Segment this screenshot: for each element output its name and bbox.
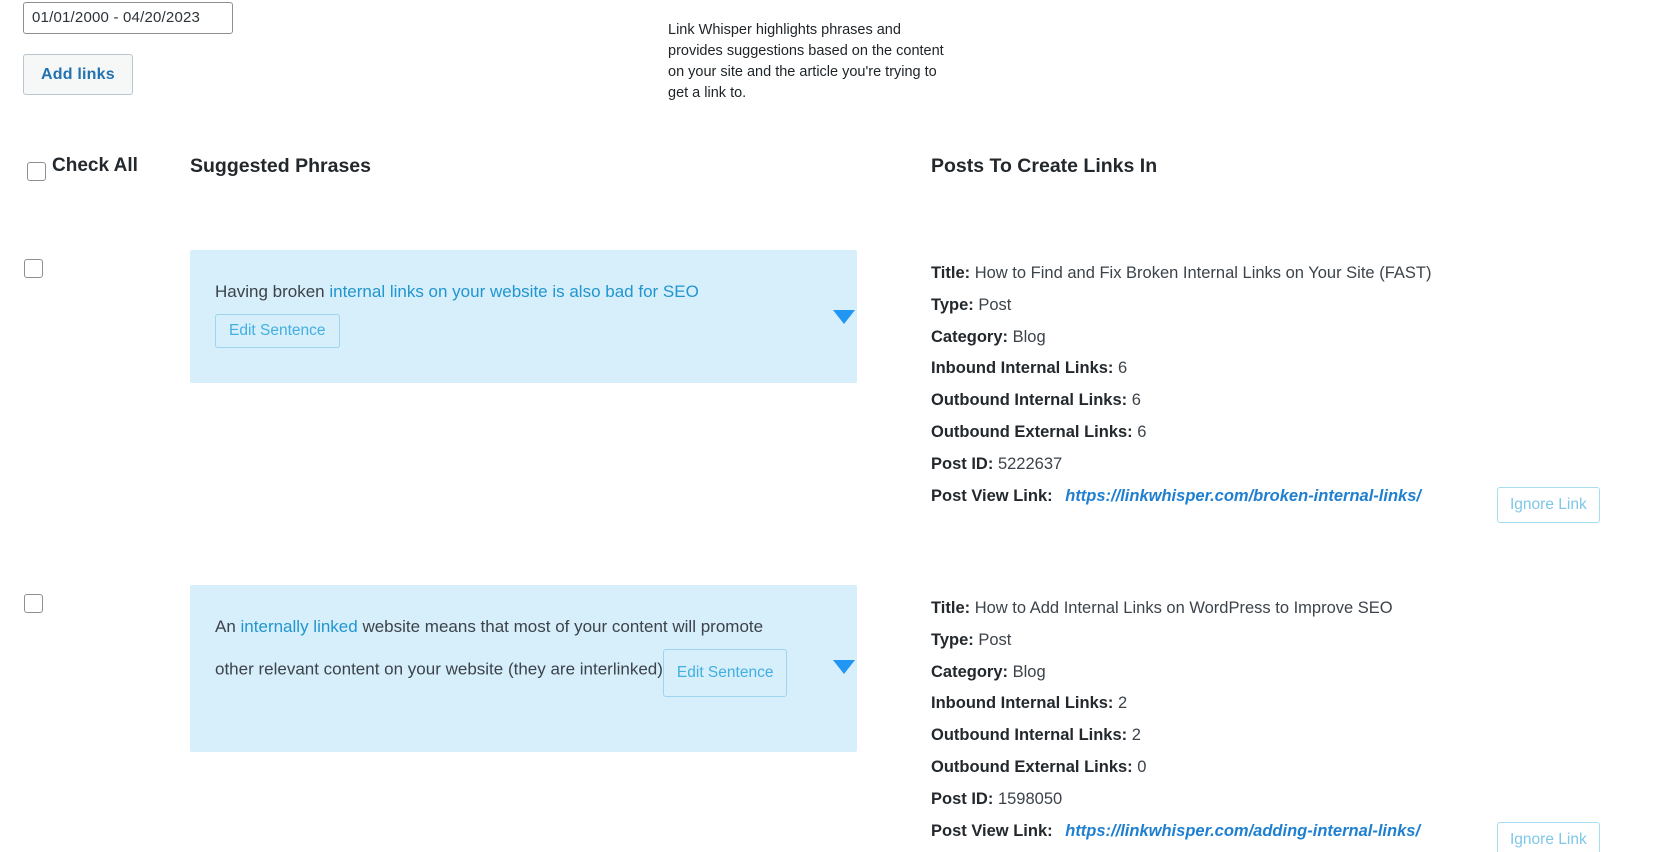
outbound-external-links-value: 6 xyxy=(1137,422,1147,441)
outbound-internal-links-line xyxy=(931,720,1631,752)
chevron-down-icon[interactable] xyxy=(833,310,855,324)
post-view-link-value[interactable]: https://linkwhisper.com/adding-internal-links/ xyxy=(1065,821,1421,840)
edit-sentence-button[interactable]: Edit Sentence xyxy=(215,314,340,348)
ignore-link-button[interactable]: Ignore Link xyxy=(1497,822,1600,852)
label-outbound-internal: Outbound Internal Links: xyxy=(931,726,1128,745)
post-details xyxy=(931,258,1631,512)
outbound-external-links-line xyxy=(931,417,1631,449)
phrase-suffix: website means that most of your content will promote other relevant content on your website (they are interlinked) xyxy=(215,617,764,679)
inbound-links-line xyxy=(931,688,1631,720)
column-header-suggested-phrases: Suggested Phrases xyxy=(190,155,371,177)
post-category-value: Blog xyxy=(1012,327,1046,346)
label-inbound: Inbound Internal Links: xyxy=(931,359,1114,378)
label-outbound-internal: Outbound Internal Links: xyxy=(931,391,1128,410)
helper-description: Link Whisper highlights phrases and provides suggestions based on the content on your site and the article you're trying to get a link to. xyxy=(668,22,944,101)
post-title-value: How to Add Internal Links on WordPress to Improve SEO xyxy=(974,599,1393,617)
phrase-highlight: internal links on your website is also bad for SEO xyxy=(329,282,699,301)
phrase-highlight: internally linked xyxy=(240,617,358,636)
post-id-value: 1598050 xyxy=(997,789,1063,808)
label-type: Type: xyxy=(931,630,974,649)
post-type-line xyxy=(931,625,1631,657)
label-type: Type: xyxy=(931,295,974,314)
outbound-external-links-value: 0 xyxy=(1137,757,1147,776)
label-post-id: Post ID: xyxy=(931,454,994,473)
post-view-link-value[interactable]: https://linkwhisper.com/broken-internal-links/ xyxy=(1065,486,1421,505)
label-post-view-link: Post View Link: xyxy=(931,486,1053,505)
post-type-value: Post xyxy=(978,630,1012,649)
post-id-value: 5222637 xyxy=(997,454,1063,473)
phrase-text xyxy=(215,611,797,697)
phrase-prefix: Having broken xyxy=(215,282,330,301)
label-post-id: Post ID: xyxy=(931,789,994,808)
post-id-line xyxy=(931,784,1631,816)
label-inbound: Inbound Internal Links: xyxy=(931,694,1114,713)
post-category-value: Blog xyxy=(1012,662,1046,681)
edit-sentence-button[interactable]: Edit Sentence xyxy=(663,649,788,697)
date-range-input[interactable]: 01/01/2000 - 04/20/2023 xyxy=(23,2,233,34)
outbound-internal-links-line xyxy=(931,385,1631,417)
label-title: Title: xyxy=(931,599,971,617)
label-category: Category: xyxy=(931,327,1009,346)
check-all-label: Check All xyxy=(52,155,138,176)
post-category-line xyxy=(931,322,1631,354)
label-title: Title: xyxy=(931,264,971,282)
column-header-posts: Posts To Create Links In xyxy=(931,155,1158,177)
label-category: Category: xyxy=(931,662,1009,681)
phrase-text xyxy=(215,276,797,308)
phrase-card xyxy=(190,585,857,752)
phrase-prefix: An xyxy=(215,617,241,636)
label-outbound-external: Outbound External Links: xyxy=(931,422,1133,441)
label-outbound-external: Outbound External Links: xyxy=(931,757,1133,776)
check-all-checkbox[interactable] xyxy=(27,162,46,181)
post-title-line xyxy=(931,258,1631,290)
post-id-line xyxy=(931,449,1631,481)
row-checkbox[interactable] xyxy=(24,259,43,278)
post-type-line xyxy=(931,290,1631,322)
outbound-internal-links-value: 2 xyxy=(1131,726,1141,745)
post-details xyxy=(931,593,1631,847)
post-title-value: How to Find and Fix Broken Internal Links on Your Site (FAST) xyxy=(974,264,1432,282)
post-title-line xyxy=(931,593,1631,625)
outbound-internal-links-value: 6 xyxy=(1131,391,1141,410)
add-links-button[interactable]: Add links xyxy=(23,54,133,95)
ignore-link-button[interactable]: Ignore Link xyxy=(1497,487,1600,523)
outbound-external-links-line xyxy=(931,752,1631,784)
inbound-links-value: 6 xyxy=(1118,359,1128,378)
row-checkbox[interactable] xyxy=(24,594,43,613)
label-post-view-link: Post View Link: xyxy=(931,821,1053,840)
post-type-value: Post xyxy=(978,295,1012,314)
chevron-down-icon[interactable] xyxy=(833,660,855,674)
inbound-links-line xyxy=(931,353,1631,385)
post-category-line xyxy=(931,657,1631,689)
phrase-card xyxy=(190,250,857,383)
inbound-links-value: 2 xyxy=(1118,694,1128,713)
